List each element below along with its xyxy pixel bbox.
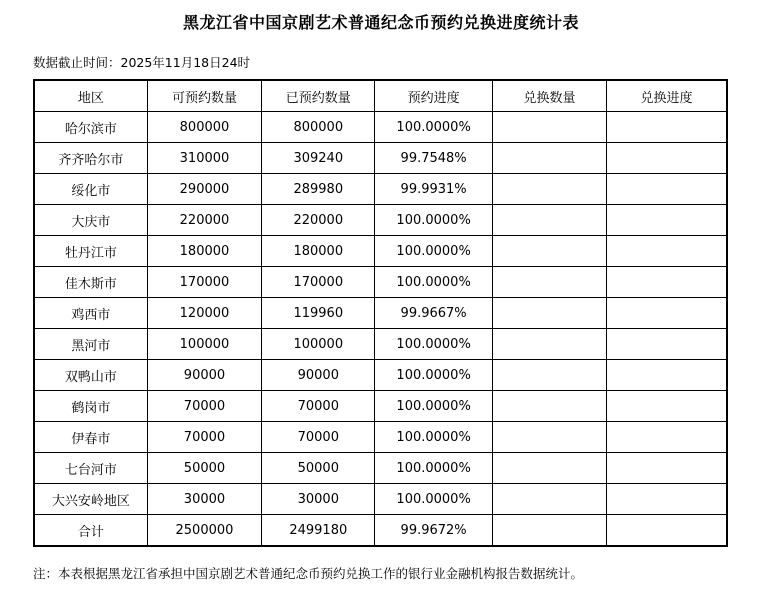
table-cell	[607, 391, 727, 422]
table-cell: 119960	[262, 298, 375, 329]
table-cell	[607, 329, 727, 360]
table-cell	[607, 453, 727, 484]
table-cell	[492, 484, 606, 515]
table-cell: 合计	[34, 515, 147, 547]
table-cell: 100.0000%	[375, 267, 492, 298]
column-header: 预约进度	[375, 80, 492, 112]
table-cell: 310000	[147, 143, 261, 174]
page-title: 黑龙江省中国京剧艺术普通纪念币预约兑换进度统计表	[182, 13, 579, 32]
table-cell: 黑河市	[34, 329, 147, 360]
table-cell: 100.0000%	[375, 236, 492, 267]
table-row	[34, 329, 727, 360]
table-cell: 50000	[147, 453, 261, 484]
table-cell: 100000	[262, 329, 375, 360]
table-cell	[607, 360, 727, 391]
table-cell	[607, 174, 727, 205]
table-row	[34, 298, 727, 329]
table-row	[34, 484, 727, 515]
table-cell: 哈尔滨市	[34, 112, 147, 143]
table-cell	[607, 143, 727, 174]
table-cell	[492, 515, 606, 547]
table-cell	[492, 391, 606, 422]
table-cell: 120000	[147, 298, 261, 329]
table-cell	[607, 267, 727, 298]
table-cell: 289980	[262, 174, 375, 205]
table-cell	[492, 174, 606, 205]
table-cell: 鹤岗市	[34, 391, 147, 422]
table-cell: 99.7548%	[375, 143, 492, 174]
table-cell: 100.0000%	[375, 484, 492, 515]
table-cell	[492, 236, 606, 267]
table-row	[34, 360, 727, 391]
table-row	[34, 422, 727, 453]
table-cell: 佳木斯市	[34, 267, 147, 298]
table-cell	[492, 112, 606, 143]
table-cell: 800000	[262, 112, 375, 143]
table-cell: 双鸭山市	[34, 360, 147, 391]
table-cell	[492, 143, 606, 174]
table-cell: 2500000	[147, 515, 261, 547]
table-cell: 99.9931%	[375, 174, 492, 205]
table-cell: 100.0000%	[375, 422, 492, 453]
table-cell: 99.9667%	[375, 298, 492, 329]
table-body	[34, 112, 727, 547]
table-cell: 90000	[147, 360, 261, 391]
table-cell	[492, 360, 606, 391]
table-cell: 牡丹江市	[34, 236, 147, 267]
table-cell	[607, 484, 727, 515]
table-cell: 100.0000%	[375, 112, 492, 143]
table-cell	[492, 205, 606, 236]
table-cell: 220000	[262, 205, 375, 236]
table-cell: 70000	[262, 391, 375, 422]
table-cell: 70000	[147, 391, 261, 422]
table-cell	[607, 298, 727, 329]
table-cell	[607, 422, 727, 453]
table-cell: 180000	[262, 236, 375, 267]
table-cell: 绥化市	[34, 174, 147, 205]
table-row	[34, 391, 727, 422]
table-row	[34, 515, 727, 547]
table-cell	[492, 453, 606, 484]
table-row	[34, 143, 727, 174]
table-cell: 170000	[147, 267, 261, 298]
table-cell	[492, 329, 606, 360]
table-cell: 800000	[147, 112, 261, 143]
table-cell: 100.0000%	[375, 453, 492, 484]
table-row	[34, 174, 727, 205]
table-cell	[607, 205, 727, 236]
table-cell: 大庆市	[34, 205, 147, 236]
table-cell: 大兴安岭地区	[34, 484, 147, 515]
column-header: 兑换进度	[607, 80, 727, 112]
column-header: 地区	[34, 80, 147, 112]
table-cell: 100.0000%	[375, 360, 492, 391]
table-cell: 99.9672%	[375, 515, 492, 547]
table-cell: 309240	[262, 143, 375, 174]
table-cell: 100.0000%	[375, 391, 492, 422]
column-header: 可预约数量	[147, 80, 261, 112]
table-cell: 180000	[147, 236, 261, 267]
table-row	[34, 267, 727, 298]
table-cell: 鸡西市	[34, 298, 147, 329]
table-row	[34, 453, 727, 484]
table-cell	[492, 298, 606, 329]
table-cell: 90000	[262, 360, 375, 391]
table-cell: 七台河市	[34, 453, 147, 484]
table-cell: 100000	[147, 329, 261, 360]
table-row	[34, 112, 727, 143]
table-cell	[607, 236, 727, 267]
footnote: 注：本表根据黑龙江省承担中国京剧艺术普通纪念币预约兑换工作的银行业金融机构报告数据统计。	[33, 566, 584, 581]
table-row	[34, 236, 727, 267]
table-cell: 100.0000%	[375, 205, 492, 236]
table-cell: 70000	[147, 422, 261, 453]
table-cell	[607, 112, 727, 143]
table-cell: 30000	[147, 484, 261, 515]
table-cell: 170000	[262, 267, 375, 298]
column-header: 已预约数量	[262, 80, 375, 112]
table-cell: 齐齐哈尔市	[34, 143, 147, 174]
table-cell	[607, 515, 727, 547]
table-cell: 30000	[262, 484, 375, 515]
table-cell	[492, 267, 606, 298]
table-cell: 2499180	[262, 515, 375, 547]
table-cell: 70000	[262, 422, 375, 453]
data-cutoff-time: 数据截止时间：2025年11月18日24时	[33, 55, 251, 70]
table-cell	[492, 422, 606, 453]
table-cell: 伊春市	[34, 422, 147, 453]
progress-table	[33, 79, 728, 547]
table-cell: 50000	[262, 453, 375, 484]
column-header: 兑换数量	[492, 80, 606, 112]
table-cell: 220000	[147, 205, 261, 236]
table-cell: 290000	[147, 174, 261, 205]
table-row	[34, 205, 727, 236]
table-cell: 100.0000%	[375, 329, 492, 360]
table-header-row	[34, 80, 727, 112]
